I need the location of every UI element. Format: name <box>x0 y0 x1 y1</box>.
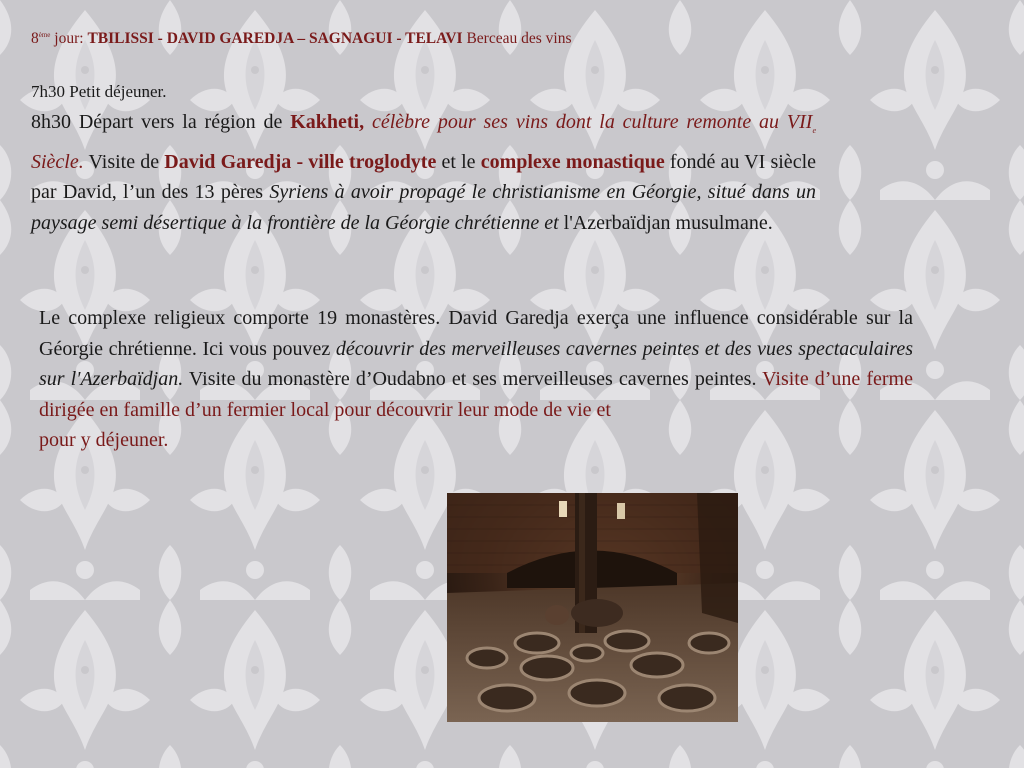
p1-text-and: et le <box>436 150 481 173</box>
itinerary-paragraph-1 <box>31 107 816 238</box>
p1-text-visit: Visite de <box>83 150 165 173</box>
wine-cellar-photo <box>447 493 738 722</box>
p2-monastery: Visite du monastère d’Oudabno et ses merveilleuses cavernes peintes. <box>183 368 763 390</box>
p1-syriens: Syriens à avoir propagé le christianisme en Géorgie, situé dans un paysage semi désertique à la frontière de la Géorgie chrétienne et <box>31 181 816 234</box>
p1-complexe: complexe monastique <box>480 150 665 173</box>
day-word: jour: <box>50 30 88 47</box>
heading-tail: Berceau des vins <box>462 30 572 47</box>
day-heading <box>31 30 571 48</box>
p1-siecle: Siècle. <box>31 150 84 173</box>
p2-farm-visit: Visite d’une ferme dirigée en famille d’un fermier local pour découvrir leur mode de vie et <box>39 368 913 421</box>
p1-wine-note: célèbre pour ses vins dont la culture remonte au VII <box>364 111 813 133</box>
itinerary-paragraph-2 <box>39 303 913 456</box>
p1-kakheti: Kakheti, <box>290 111 365 133</box>
p2-text-1: Le complexe religieux comporte 19 monastères. David Garedja exerça une influence considérable sur la Géorgie chrétienne. Ici vous pouvez <box>39 307 913 360</box>
p1-azerbaijan: l'Azerbaïdjan musulmane. <box>558 211 773 234</box>
p1-century-sub: e <box>812 126 817 135</box>
p2-discover: découvrir des merveilleuses cavernes peintes et des vues spectaculaires sur l'Azerbaïdjan. <box>39 337 914 390</box>
p1-text-founded: fondé au VI siècle par David, l’un des 13 pères <box>31 150 816 203</box>
p1-text-1: 8h30 Départ vers la région de <box>31 111 291 133</box>
day-number: 8 <box>31 30 39 47</box>
p1-david-garedja: David Garedja - ville troglodyte <box>164 150 437 173</box>
route-title: TBILISSI - DAVID GAREDJA – SAGNAGUI - TELAVI <box>87 30 463 47</box>
day-suffix: ème <box>38 31 51 39</box>
breakfast-line: 7h30 Petit déjeuner. <box>31 82 167 101</box>
p2-lunch: pour y déjeuner. <box>39 429 169 451</box>
